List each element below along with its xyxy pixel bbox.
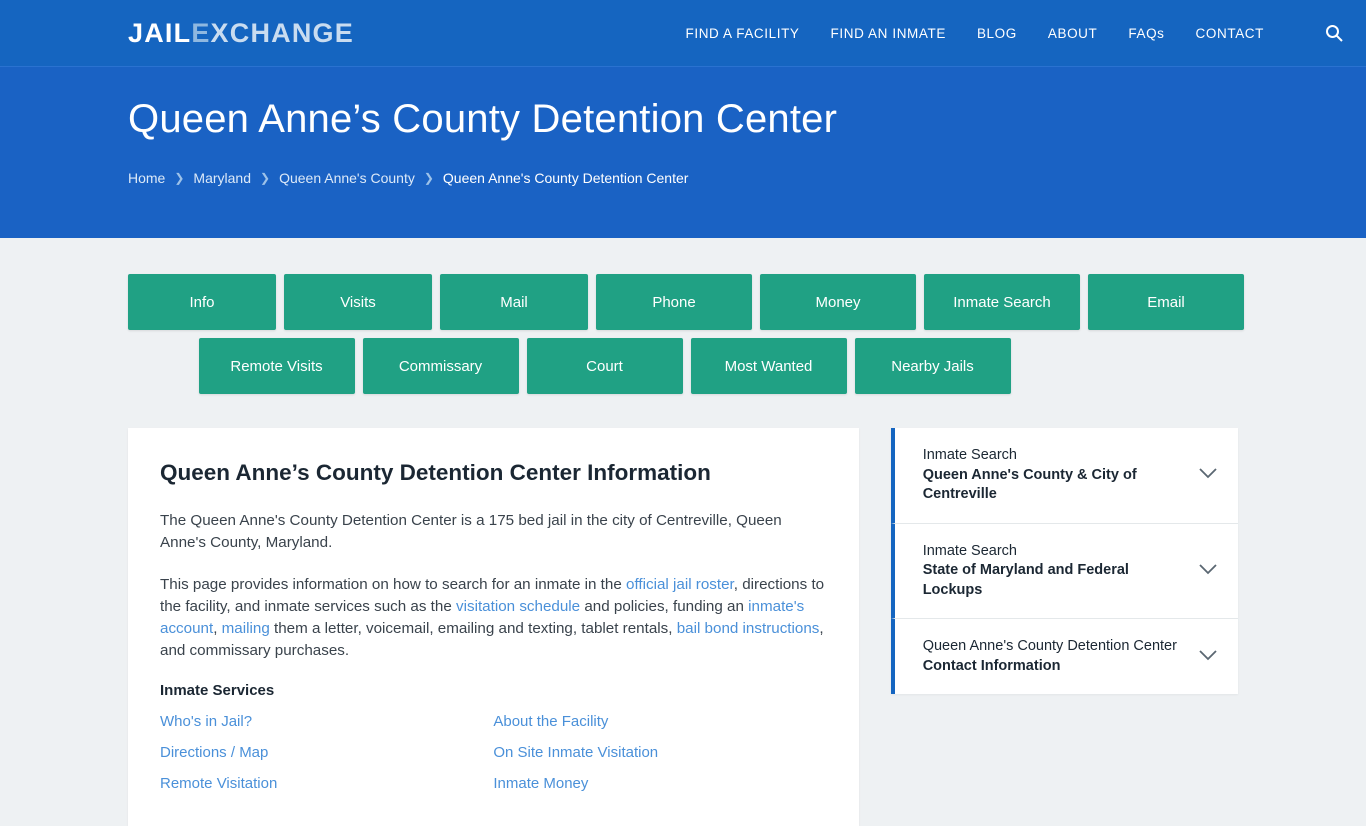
tab-info[interactable]: Info bbox=[128, 274, 276, 330]
link-inmates-account[interactable]: inmate's account bbox=[160, 598, 805, 637]
accordion-line2-2: State of Maryland and Federal Lockups bbox=[922, 562, 1129, 598]
description-paragraph bbox=[160, 574, 827, 662]
facility-tabs-row-1 bbox=[128, 274, 1238, 330]
accordion-line1-2: Inmate Search bbox=[922, 542, 1017, 559]
tab-money[interactable]: Money bbox=[760, 274, 916, 330]
logo-text-xchange: XCHANGE bbox=[210, 17, 354, 48]
tab-phone[interactable]: Phone bbox=[596, 274, 752, 330]
search-icon[interactable] bbox=[1324, 23, 1344, 43]
desc-text-4: , bbox=[213, 620, 222, 637]
breadcrumb bbox=[128, 170, 1238, 186]
accordion-item-contact-information[interactable] bbox=[891, 619, 1238, 694]
service-link-remote-visitation[interactable]: Remote Visitation bbox=[160, 775, 278, 792]
hero-section bbox=[0, 66, 1366, 238]
main-nav bbox=[686, 23, 1345, 43]
chevron-right-icon: ❯ bbox=[174, 171, 185, 185]
tab-inmate-search[interactable]: Inmate Search bbox=[924, 274, 1080, 330]
content-area bbox=[0, 402, 1366, 826]
nav-item-find-an-inmate[interactable]: FIND AN INMATE bbox=[830, 25, 946, 41]
tab-email[interactable]: Email bbox=[1088, 274, 1244, 330]
card-heading: Queen Anne’s County Detention Center Information bbox=[160, 460, 711, 485]
desc-text-3: and policies, funding an bbox=[580, 598, 749, 615]
tab-remote-visits[interactable]: Remote Visits bbox=[199, 338, 355, 394]
logo-text-jail: JAIL bbox=[128, 17, 192, 48]
site-logo[interactable] bbox=[128, 18, 354, 49]
page-title: Queen Anne’s County Detention Center bbox=[128, 97, 838, 141]
nav-item-about[interactable]: ABOUT bbox=[1047, 25, 1098, 41]
facility-info-card bbox=[128, 428, 859, 826]
accordion-label-3 bbox=[923, 637, 1177, 676]
nav-item-find-a-facility[interactable]: FIND A FACILITY bbox=[685, 25, 800, 41]
accordion-item-inmate-search-county[interactable] bbox=[891, 428, 1238, 524]
service-link-about-the-facility[interactable]: About the Facility bbox=[493, 713, 609, 730]
nav-item-contact[interactable]: CONTACT bbox=[1195, 25, 1264, 41]
breadcrumb-item-home[interactable]: Home bbox=[128, 170, 166, 186]
service-link-directions-map[interactable]: Directions / Map bbox=[160, 744, 269, 761]
link-visitation-schedule[interactable]: visitation schedule bbox=[456, 598, 581, 615]
services-column-right bbox=[493, 713, 826, 806]
chevron-down-icon[interactable] bbox=[1198, 648, 1218, 666]
accordion-line1-1: Inmate Search bbox=[922, 447, 1017, 463]
accordion-line2-1: Queen Anne's County & City of Centreville bbox=[922, 466, 1137, 502]
accordion-line1-3: Queen Anne's County Detention Center bbox=[922, 638, 1177, 654]
service-link-whos-in-jail[interactable]: Who's in Jail? bbox=[160, 713, 253, 730]
tab-court[interactable]: Court bbox=[527, 338, 683, 394]
accordion-item-inmate-search-state[interactable] bbox=[891, 524, 1238, 620]
chevron-down-icon[interactable] bbox=[1198, 562, 1218, 580]
link-bail-bond-instructions[interactable]: bail bond instructions bbox=[676, 620, 820, 637]
breadcrumb-item-maryland[interactable]: Maryland bbox=[193, 170, 252, 186]
link-official-jail-roster[interactable]: official jail roster bbox=[626, 576, 734, 593]
service-link-inmate-money[interactable]: Inmate Money bbox=[493, 775, 589, 792]
desc-text-5: them a letter, voicemail, emailing and texting, tablet rentals, bbox=[269, 620, 677, 637]
inmate-services-heading: Inmate Services bbox=[160, 682, 275, 699]
tab-mail[interactable]: Mail bbox=[440, 274, 588, 330]
sidebar-accordion bbox=[891, 428, 1238, 694]
chevron-right-icon: ❯ bbox=[423, 171, 434, 185]
service-link-on-site-inmate-visitation[interactable]: On Site Inmate Visitation bbox=[493, 744, 659, 761]
breadcrumb-current: Queen Anne's County Detention Center bbox=[442, 170, 689, 186]
facility-tabs bbox=[0, 238, 1366, 394]
chevron-right-icon: ❯ bbox=[260, 171, 271, 185]
accordion-label-1 bbox=[923, 446, 1186, 505]
accordion-line2-3: Contact Information bbox=[922, 657, 1061, 674]
site-header bbox=[0, 0, 1366, 66]
link-mailing[interactable]: mailing bbox=[221, 620, 270, 637]
nav-item-faqs[interactable]: FAQs bbox=[1128, 25, 1165, 41]
chevron-down-icon[interactable] bbox=[1198, 466, 1218, 484]
desc-text-2: , directions to the facility, and inmate services such as the bbox=[160, 576, 825, 615]
tab-visits[interactable]: Visits bbox=[284, 274, 432, 330]
accordion-label-2 bbox=[923, 542, 1186, 601]
breadcrumb-item-county[interactable]: Queen Anne's County bbox=[279, 170, 415, 186]
tab-most-wanted[interactable]: Most Wanted bbox=[691, 338, 847, 394]
nav-item-blog[interactable]: BLOG bbox=[976, 25, 1017, 41]
logo-text-e: E bbox=[191, 17, 211, 48]
intro-paragraph: The Queen Anne's County Detention Center is a 175 bed jail in the city of Centreville, Queen Anne's County, Maryland. bbox=[160, 512, 782, 551]
inmate-services-list bbox=[160, 713, 827, 806]
services-column-left bbox=[160, 713, 493, 806]
facility-tabs-row-2 bbox=[128, 338, 1238, 394]
tab-commissary[interactable]: Commissary bbox=[363, 338, 519, 394]
desc-text-6: , and commissary purchases. bbox=[160, 620, 824, 659]
desc-text-1: This page provides information on how to search for an inmate in the bbox=[160, 576, 627, 593]
tab-nearby-jails[interactable]: Nearby Jails bbox=[855, 338, 1011, 394]
